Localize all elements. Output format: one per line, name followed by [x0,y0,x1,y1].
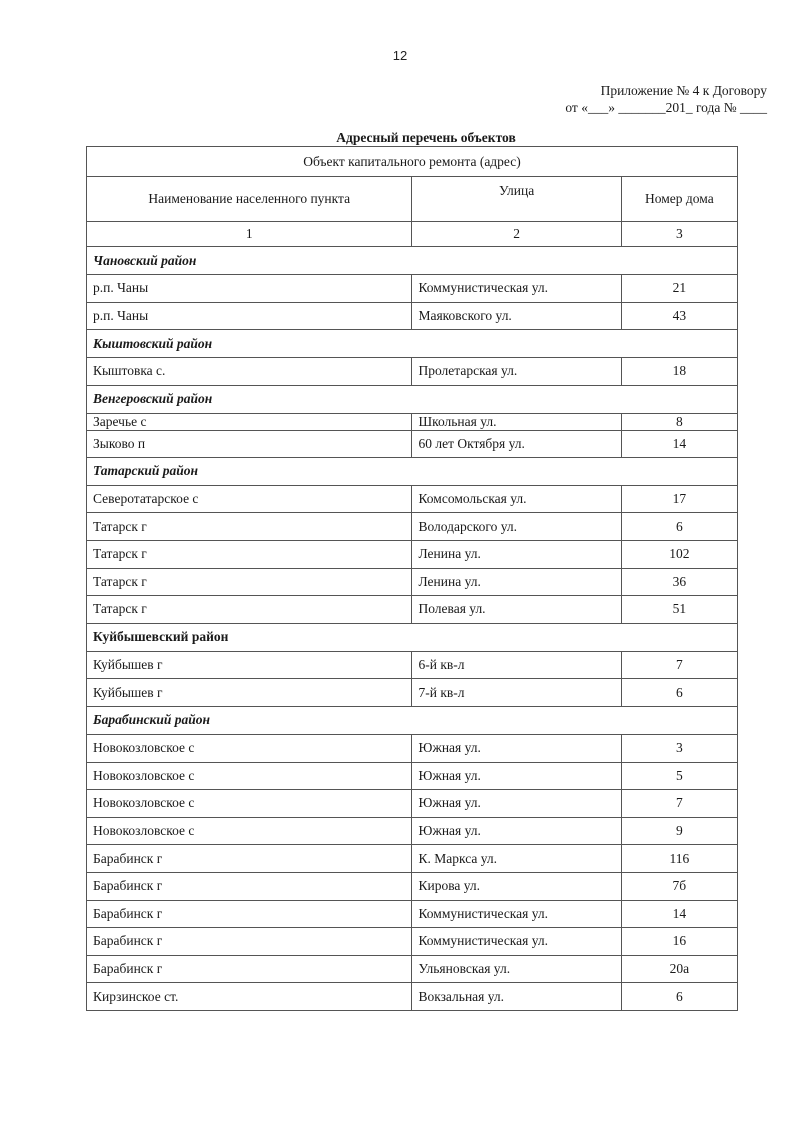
house-number-cell: 6 [621,513,737,541]
column-header-street: Улица [412,177,621,222]
district-name: Чановский район [87,247,738,275]
street-cell: 7-й кв-л [412,679,621,707]
house-number-cell: 14 [621,900,737,928]
address-table [86,146,738,1011]
street-cell: Пролетарская ул. [412,358,621,386]
table-row [87,275,738,303]
table-row [87,955,738,983]
table-row [87,430,738,457]
house-number-cell: 17 [621,485,737,513]
settlement-cell: Новокозловское с [87,762,412,790]
table-row [87,845,738,873]
table-row [87,358,738,386]
street-cell: Коммунистическая ул. [412,275,621,303]
settlement-cell: Барабинск г [87,928,412,956]
table-row [87,983,738,1011]
street-cell: Южная ул. [412,734,621,762]
street-cell: Коммунистическая ул. [412,900,621,928]
street-cell: Маяковского ул. [412,302,621,330]
district-name: Татарский район [87,457,738,485]
house-number-cell: 6 [621,679,737,707]
district-row [87,706,738,734]
table-row [87,900,738,928]
house-number-cell: 9 [621,817,737,845]
settlement-cell: Татарск г [87,540,412,568]
street-cell: Ленина ул. [412,568,621,596]
column-number-row [87,222,738,247]
house-number-cell: 36 [621,568,737,596]
district-row [87,457,738,485]
table-row [87,302,738,330]
table-row [87,485,738,513]
street-cell: Вокзальная ул. [412,983,621,1011]
house-number-cell: 116 [621,845,737,873]
settlement-cell: Татарск г [87,596,412,624]
settlement-cell: Барабинск г [87,900,412,928]
house-number-cell: 8 [621,413,737,430]
column-number-3: 3 [621,222,737,247]
column-header-row [87,177,738,222]
table-row [87,540,738,568]
table-row [87,651,738,679]
settlement-cell: Новокозловское с [87,817,412,845]
street-cell: Полевая ул. [412,596,621,624]
street-cell: Южная ул. [412,762,621,790]
table-row [87,734,738,762]
document-title: Адресный перечень объектов [336,130,516,145]
table-row [87,762,738,790]
settlement-cell: Северотатарское с [87,485,412,513]
settlement-cell: Татарск г [87,513,412,541]
appendix-reference [565,82,767,116]
house-number-cell: 7 [621,651,737,679]
street-cell: Коммунистическая ул. [412,928,621,956]
settlement-cell: Татарск г [87,568,412,596]
appendix-line-2: от «___» _______201_ года № ____ [565,100,767,115]
table-row [87,679,738,707]
street-cell: Южная ул. [412,817,621,845]
house-number-cell: 7 [621,790,737,818]
house-number-cell: 3 [621,734,737,762]
table-row [87,817,738,845]
table-row [87,790,738,818]
appendix-line-1: Приложение № 4 к Договору [600,83,767,98]
table-row [87,413,738,430]
group-header-row [87,147,738,177]
street-cell: Ленина ул. [412,540,621,568]
group-header: Объект капитального ремонта (адрес) [87,147,738,177]
settlement-cell: Барабинск г [87,955,412,983]
house-number-cell: 20а [621,955,737,983]
house-number-cell: 18 [621,358,737,386]
house-number-cell: 6 [621,983,737,1011]
settlement-cell: Барабинск г [87,845,412,873]
table-row [87,596,738,624]
house-number-cell: 14 [621,430,737,457]
house-number-cell: 21 [621,275,737,303]
table-row [87,568,738,596]
house-number-cell: 16 [621,928,737,956]
page-number: 12 [392,48,408,63]
settlement-cell: Новокозловское с [87,790,412,818]
district-row [87,623,738,651]
street-cell: Кирова ул. [412,872,621,900]
settlement-cell: Кыштовка с. [87,358,412,386]
house-number-cell: 43 [621,302,737,330]
district-name: Барабинский район [87,706,738,734]
street-cell: Ульяновская ул. [412,955,621,983]
street-cell: К. Маркса ул. [412,845,621,873]
district-name: Куйбышевский район [87,623,738,651]
district-name: Кыштовский район [87,330,738,358]
street-cell: Южная ул. [412,790,621,818]
house-number-cell: 7б [621,872,737,900]
district-row [87,330,738,358]
settlement-cell: Куйбышев г [87,679,412,707]
table-row [87,513,738,541]
house-number-cell: 5 [621,762,737,790]
district-row [87,247,738,275]
street-cell: 60 лет Октября ул. [412,430,621,457]
column-header-settlement: Наименование населенного пункта [87,177,412,222]
street-cell: Школьная ул. [412,413,621,430]
street-cell: 6-й кв-л [412,651,621,679]
settlement-cell: Заречье с [87,413,412,430]
settlement-cell: Новокозловское с [87,734,412,762]
column-number-1: 1 [87,222,412,247]
settlement-cell: Зыково п [87,430,412,457]
house-number-cell: 51 [621,596,737,624]
street-cell: Комсомольская ул. [412,485,621,513]
column-header-house: Номер дома [621,177,737,222]
district-row [87,385,738,413]
street-cell: Володарского ул. [412,513,621,541]
district-name: Венгеровский район [87,385,738,413]
column-number-2: 2 [412,222,621,247]
table-row [87,872,738,900]
settlement-cell: р.п. Чаны [87,302,412,330]
settlement-cell: Куйбышев г [87,651,412,679]
house-number-cell: 102 [621,540,737,568]
settlement-cell: р.п. Чаны [87,275,412,303]
settlement-cell: Барабинск г [87,872,412,900]
settlement-cell: Кирзинское ст. [87,983,412,1011]
table-row [87,928,738,956]
